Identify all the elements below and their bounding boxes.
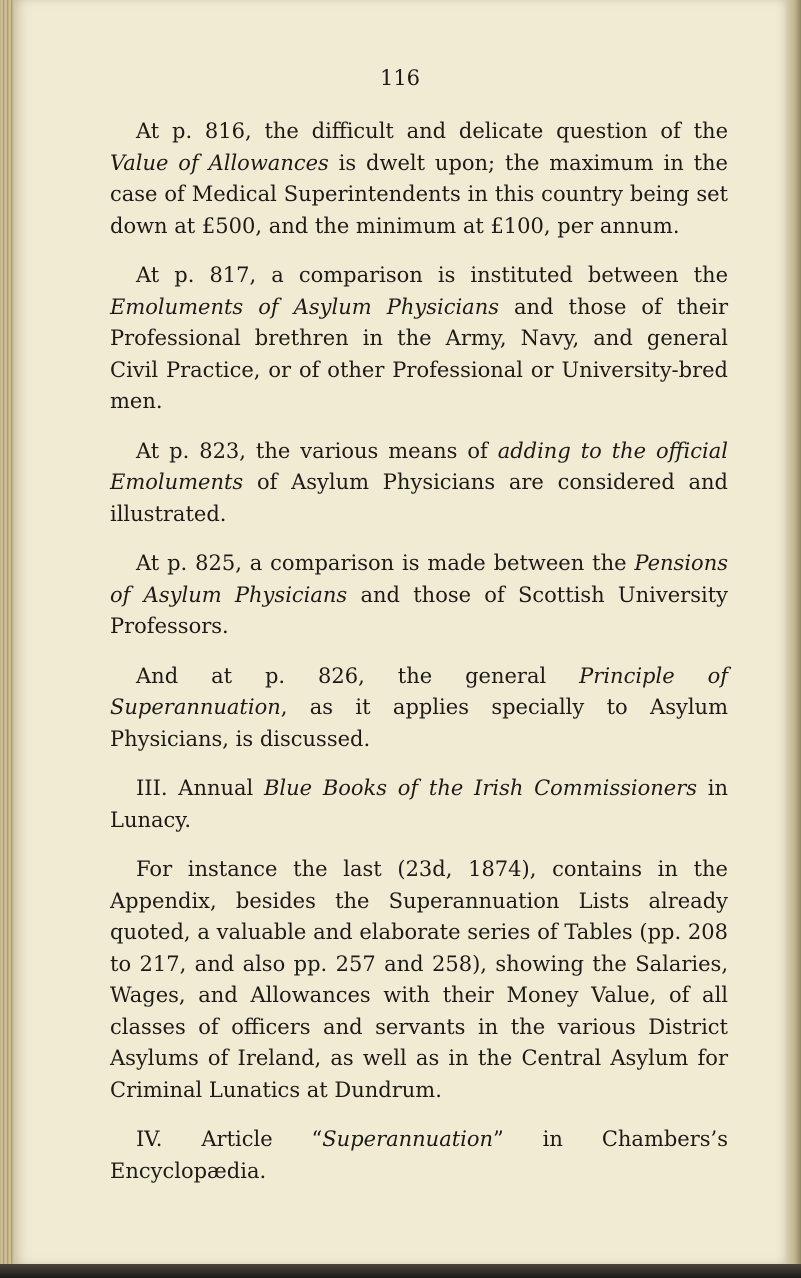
italic-title-text: Principle of Superannuation: [110, 663, 728, 719]
paragraph-text: For instance the last (23d, 1874), contains in the Appendix, besides the Superannuation Lists already quoted, a valuable and elaborate series of Tables (pp. 208 to 217, and also pp. 257 and 258), showing the Salaries, Wages, and Allowances with their Money Value, of all classes of officers and servants in the various District Asylums of Ireland, as well as in the Central Asylum for Criminal Lunatics at Dundrum.: [110, 857, 728, 1102]
paragraph-text: And at p. 826, the general: [136, 663, 580, 688]
paragraph-text: IV. Article “: [136, 1127, 323, 1151]
paragraph-text: in Lunacy.: [110, 776, 729, 832]
body-text: [110, 116, 728, 1187]
italic-title-text: Blue Books of the Irish Commissioners: [264, 776, 698, 800]
italic-title-text: Value of Allowances: [110, 150, 329, 175]
paragraph-text: ” in Chambers’s Encyclopædia.: [110, 1127, 728, 1183]
page-number: 116: [379, 66, 421, 90]
page-stack-edge: [786, 0, 801, 1278]
italic-title-text: adding to the official Emoluments: [110, 438, 728, 494]
paragraph-text: III. Annual: [136, 776, 264, 800]
italic-title-text: Pensions of Asylum Physicians: [110, 551, 728, 607]
paragraph-text: At p. 823, the various means of: [136, 438, 498, 463]
italic-title-text: Superannuation: [322, 1127, 494, 1151]
paragraph-text: , as it applies specially to Asylum Physicians, is discussed.: [110, 695, 728, 751]
paragraph-text: and those of Scottish University Professors.: [110, 582, 728, 638]
paragraph-text: At p. 825, a comparison is made between the: [136, 551, 635, 575]
italic-title-text: Emoluments of Asylum Physicians: [110, 294, 499, 319]
paragraph-piv: [110, 1124, 728, 1187]
book-page: [14, 0, 786, 1264]
paragraph-piii: [110, 773, 728, 836]
paragraph-pinstance: [110, 854, 728, 1106]
paragraph-text: At p. 817, a comparison is instituted between the: [136, 263, 728, 287]
book-spine-edge: [0, 0, 14, 1278]
paragraph-text: and those of their Professional brethren in the Army, Navy, and general Civil Practice, or of other Professional or University-bred men.: [110, 294, 728, 413]
bottom-shadow-edge: [0, 1264, 801, 1278]
paragraph-p825: [110, 548, 728, 643]
paragraph-p817: [110, 260, 728, 418]
paragraph-p816: [110, 116, 728, 242]
paragraph-text: of Asylum Physicians are considered and illustrated.: [110, 470, 728, 526]
paragraph-text: is dwelt upon; the maximum in the case of Medical Superintendents in this country being set down at £500, and the minimum at £100, per annum.: [110, 150, 728, 238]
paragraph-p823: [110, 436, 728, 531]
paragraph-text: At p. 816, the difficult and delicate question of the: [136, 119, 728, 143]
paragraph-p826: [110, 661, 728, 756]
